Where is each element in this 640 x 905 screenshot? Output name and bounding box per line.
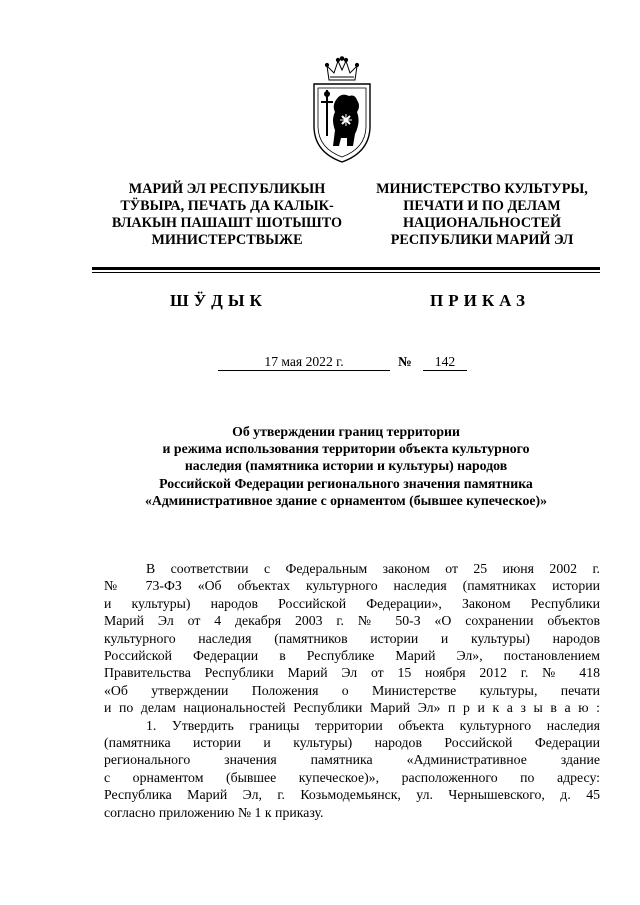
order-body bbox=[104, 560, 600, 821]
doc-type-russian: ПРИКАЗ bbox=[430, 291, 530, 310]
order-date: 17 мая 2022 г. bbox=[218, 354, 390, 371]
body-line: культурного наследия (памятников истории и культуры) народов bbox=[104, 630, 600, 646]
header-left-line: МИНИСТЕРСТВЫЖЕ bbox=[151, 232, 303, 248]
header-right-line: НАЦИОНАЛЬНОСТЕЙ bbox=[402, 215, 562, 231]
body-line: Российской Федерации в Республике Марий Эл», постановлением bbox=[104, 648, 600, 664]
body-line: 1. Утвердить границы территории объекта культурного наследия bbox=[146, 717, 600, 733]
header-right-line: РЕСПУБЛИКИ МАРИЙ ЭЛ bbox=[390, 232, 574, 248]
coat-of-arms-icon bbox=[309, 56, 375, 164]
body-line: с орнаментом (бывшее купеческое)», расположенного по адресу: bbox=[104, 769, 600, 785]
header-right-line: МИНИСТЕРСТВО КУЛЬТУРЫ, bbox=[376, 181, 588, 197]
header-ministry-mari bbox=[92, 181, 362, 249]
number-sign: № bbox=[398, 354, 412, 369]
body-line: и по делам национальностей Республики Марий Эл» п р и к а з ы в а ю : bbox=[104, 700, 600, 716]
body-line: и культуры) народов Российской Федерации», Законом Республики bbox=[104, 595, 600, 611]
title-line: «Административное здание с орнаментом (бывшее купеческое)» bbox=[144, 492, 548, 508]
body-line: Правительства Республики Марий Эл от 15 ноября 2012 г. № 418 bbox=[104, 665, 600, 681]
title-line: и режима использования территории объекта культурного bbox=[162, 441, 530, 457]
body-line: «Об утверждении Положения о Министерстве культуры, печати bbox=[104, 682, 600, 698]
header-divider-thin bbox=[92, 272, 600, 273]
title-line: Об утверждении границ территории bbox=[232, 424, 460, 439]
order-number: 142 bbox=[423, 354, 467, 371]
body-line: согласно приложению № 1 к приказу. bbox=[104, 804, 324, 820]
title-line: наследия (памятника истории и культуры) народов bbox=[184, 458, 508, 474]
body-line: регионального значения памятника «Административное здание bbox=[104, 752, 600, 768]
title-line: Российской Федерации регионального значения памятника bbox=[159, 475, 533, 491]
order-title bbox=[92, 423, 600, 509]
body-line: (памятника истории и культуры) народов Российской Федерации bbox=[104, 735, 600, 751]
header-left-line: МАРИЙ ЭЛ РЕСПУБЛИКЫН bbox=[128, 181, 326, 197]
body-line: № 73-ФЗ «Об объектах культурного наследия (памятниках истории bbox=[104, 578, 600, 594]
header-left-line: ТӰВЫРА, ПЕЧАТЬ ДА КАЛЫК- bbox=[120, 198, 334, 214]
doc-type-mari: ШӰДЫК bbox=[170, 291, 267, 310]
body-line: Республика Марий Эл, г. Козьмодемьянск, ул. Чернышевского, д. 45 bbox=[104, 787, 600, 803]
header-ministry-russian bbox=[362, 181, 602, 249]
header-right-line: ПЕЧАТИ И ПО ДЕЛАМ bbox=[403, 198, 561, 214]
header-left-line: ВЛАКЫН ПАШАШТ ШОТЫШТО bbox=[111, 215, 343, 231]
header-divider-thick bbox=[92, 267, 600, 270]
body-line: В соответствии с Федеральным законом от 25 июня 2002 г. bbox=[146, 561, 600, 576]
body-line: Марий Эл от 4 декабря 2003 г. № 50-З «О сохранении объектов bbox=[104, 613, 600, 629]
